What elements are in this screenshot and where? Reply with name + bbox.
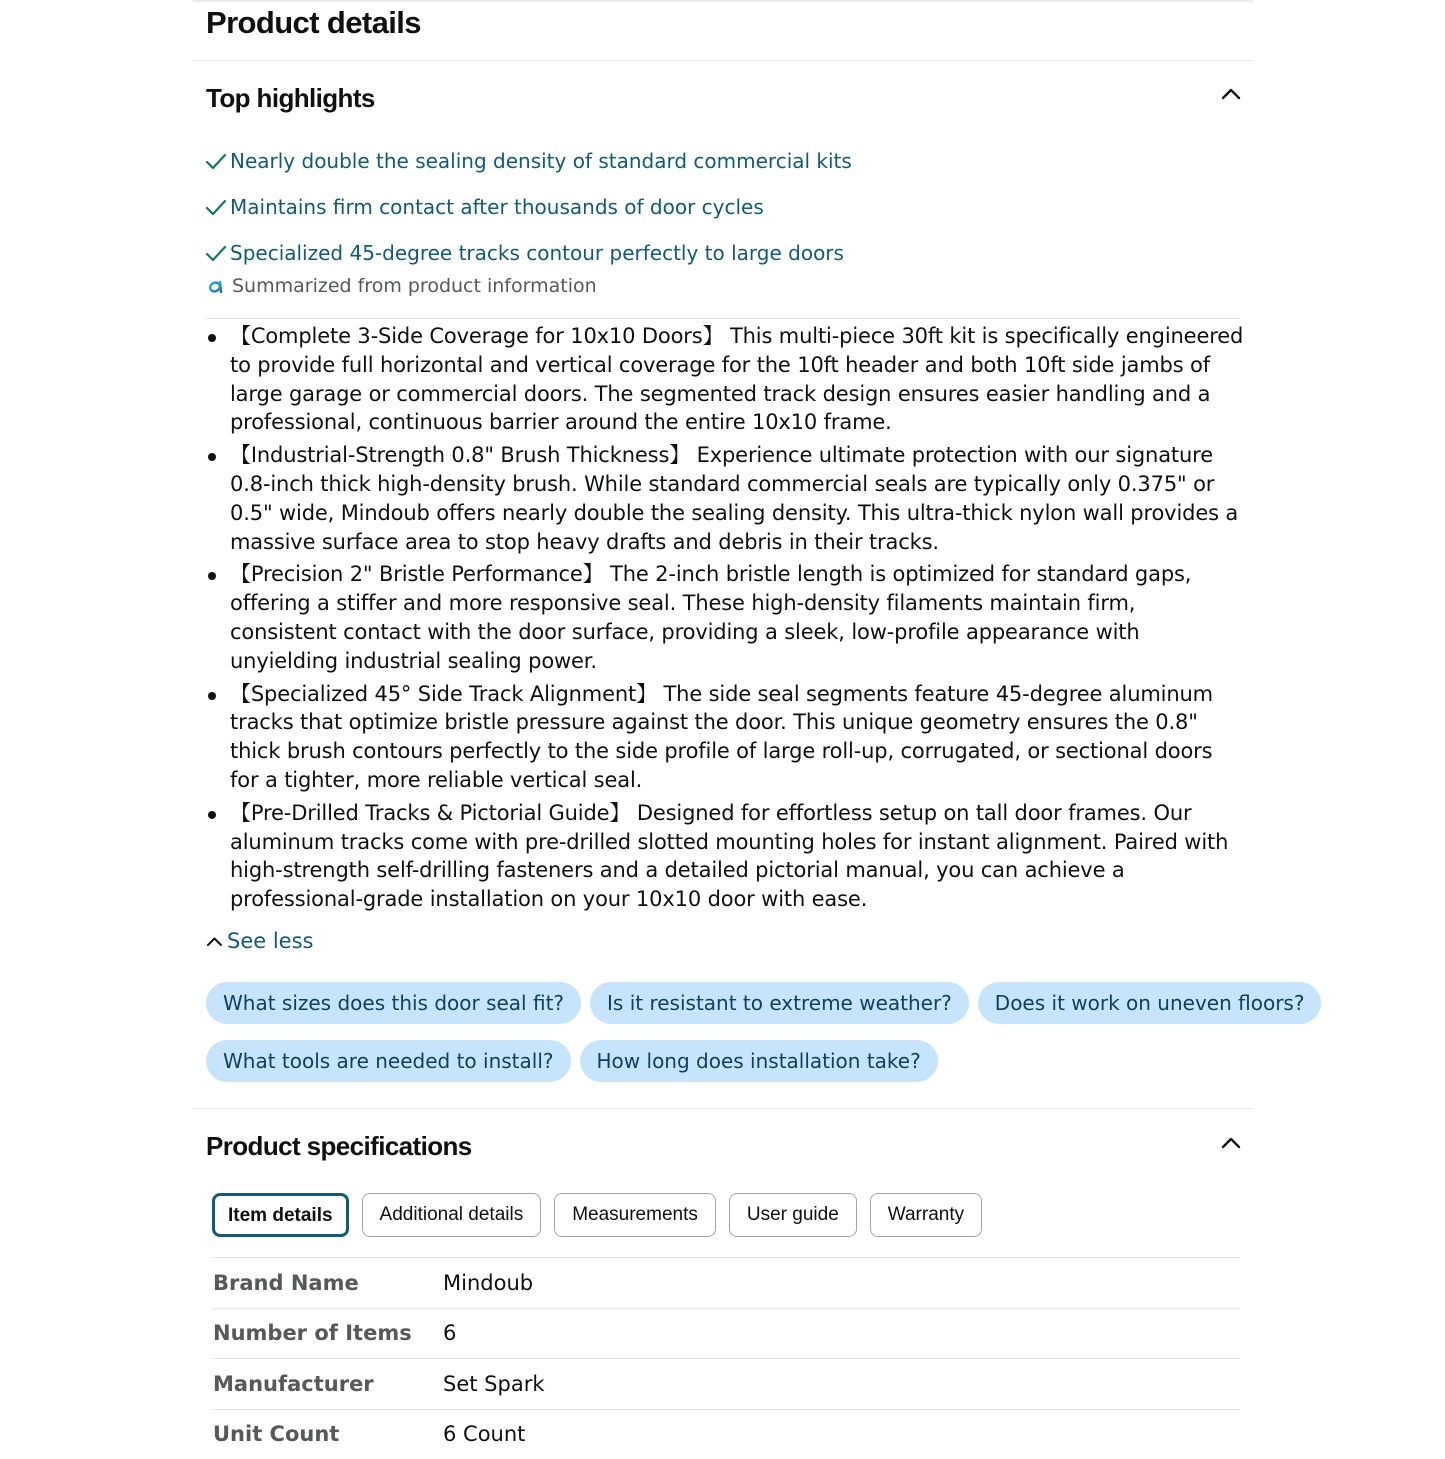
table-row — [213, 1308, 1240, 1359]
spec-label: Manufacturer — [213, 1372, 443, 1396]
bullet-dot — [208, 692, 216, 700]
spec-table — [213, 1257, 1240, 1459]
tab-additional-details[interactable]: Additional details — [362, 1193, 542, 1237]
see-less-link[interactable] — [206, 929, 313, 953]
feature-bullet-text: 【Complete 3-Side Coverage for 10x10 Doors】 This multi-piece 30ft kit is specifically engineered to provide full horizontal and vertical coverage for the 10ft header and both 10ft side jambs of large garage or commercial doors. The segmented track design ensures easier handling and a professional, continuous barrier around the entire 10x10 frame. — [230, 324, 1243, 434]
question-chip[interactable]: What tools are needed to install? — [206, 1040, 571, 1082]
check-icon — [205, 196, 227, 218]
spec-tabs — [212, 1193, 995, 1237]
question-row — [206, 982, 1330, 1024]
ai-summary-note — [206, 275, 597, 297]
highlight-item — [205, 184, 1245, 230]
bullet-dot — [208, 811, 216, 819]
divider — [206, 318, 1240, 319]
question-row — [206, 1040, 947, 1082]
top-shadow — [193, 0, 1253, 3]
spec-value: 6 Count — [443, 1422, 525, 1446]
table-row — [213, 1358, 1240, 1409]
bullet-dot — [208, 572, 216, 580]
question-chip[interactable]: Does it work on uneven floors? — [978, 982, 1322, 1024]
question-chip[interactable]: How long does installation take? — [580, 1040, 938, 1082]
bullet-dot — [208, 334, 216, 342]
feature-bullet — [206, 560, 1246, 675]
feature-bullet — [206, 441, 1246, 556]
feature-bullet — [206, 322, 1246, 437]
spec-value: 6 — [443, 1321, 456, 1345]
tab-item-details[interactable]: Item details — [212, 1193, 349, 1237]
top-highlights-title: Top highlights — [206, 82, 375, 114]
feature-bullet-text: 【Industrial-Strength 0.8" Brush Thickness】 Experience ultimate protection with our signature 0.8-inch thick high-density brush. While standard commercial seals are typically only 0.375" or 0.5" wide, Mindoub offers nearly double the sealing density. This ultra-thick nylon wall provides a massive surface area to stop heavy drafts and debris in their tracks. — [230, 443, 1238, 553]
question-chip[interactable]: Is it resistant to extreme weather? — [590, 982, 969, 1024]
check-icon — [205, 242, 227, 264]
chevron-up-icon[interactable] — [1220, 83, 1242, 105]
chevron-up-icon — [206, 933, 223, 950]
ai-sparkle-icon — [206, 276, 226, 296]
spec-value: Mindoub — [443, 1271, 533, 1295]
highlight-item — [205, 230, 1245, 276]
tab-measurements[interactable]: Measurements — [554, 1193, 716, 1237]
divider — [193, 60, 1253, 61]
tab-user-guide[interactable]: User guide — [729, 1193, 857, 1237]
feature-bullet — [206, 680, 1246, 795]
highlight-text: Nearly double the sealing density of standard commercial kits — [230, 149, 852, 173]
highlight-item — [205, 138, 1245, 184]
feature-bullet — [206, 799, 1246, 914]
table-row — [213, 1257, 1240, 1308]
divider — [193, 1108, 1253, 1109]
summary-text: Summarized from product information — [232, 275, 597, 297]
highlight-text: Maintains firm contact after thousands of door cycles — [230, 195, 764, 219]
spec-label: Unit Count — [213, 1422, 443, 1446]
spec-label: Brand Name — [213, 1271, 443, 1295]
bullet-dot — [208, 453, 216, 461]
product-specifications-title: Product specifications — [206, 1130, 472, 1162]
table-row — [213, 1409, 1240, 1459]
tab-warranty[interactable]: Warranty — [870, 1193, 982, 1237]
highlights-list — [205, 138, 1245, 276]
page-title: Product details — [206, 4, 421, 42]
spec-label: Number of Items — [213, 1321, 443, 1345]
question-chip[interactable]: What sizes does this door seal fit? — [206, 982, 581, 1024]
feature-bullet-text: 【Precision 2" Bristle Performance】 The 2-inch bristle length is optimized for standard gaps, offering a stiffer and more responsive seal. These high-density filaments maintain firm, consistent contact with the door surface, providing a sleek, low-profile appearance with unyielding industrial sealing power. — [230, 562, 1191, 672]
spec-value: Set Spark — [443, 1372, 544, 1396]
feature-bullet-text: 【Pre-Drilled Tracks & Pictorial Guide】 Designed for effortless setup on tall door frames. Our aluminum tracks come with pre-drilled slotted mounting holes for instant alignment. Paired with high-strength self-drilling fasteners and a detailed pictorial manual, you can achieve a professional-grade installation on your 10x10 door with ease. — [230, 801, 1228, 911]
feature-bullet-text: 【Specialized 45° Side Track Alignment】 The side seal segments feature 45-degree aluminum tracks that optimize bristle pressure against the door. This unique geometry ensures the 0.8" thick brush contours perfectly to the side profile of large roll-up, corrugated, or sectional doors for a tighter, more reliable vertical seal. — [230, 682, 1213, 792]
see-less-label: See less — [227, 929, 313, 953]
chevron-up-icon[interactable] — [1220, 1132, 1242, 1154]
check-icon — [205, 150, 227, 172]
highlight-text: Specialized 45-degree tracks contour perfectly to large doors — [230, 241, 844, 265]
feature-bullets — [206, 322, 1246, 918]
suggested-questions — [206, 982, 1257, 1086]
